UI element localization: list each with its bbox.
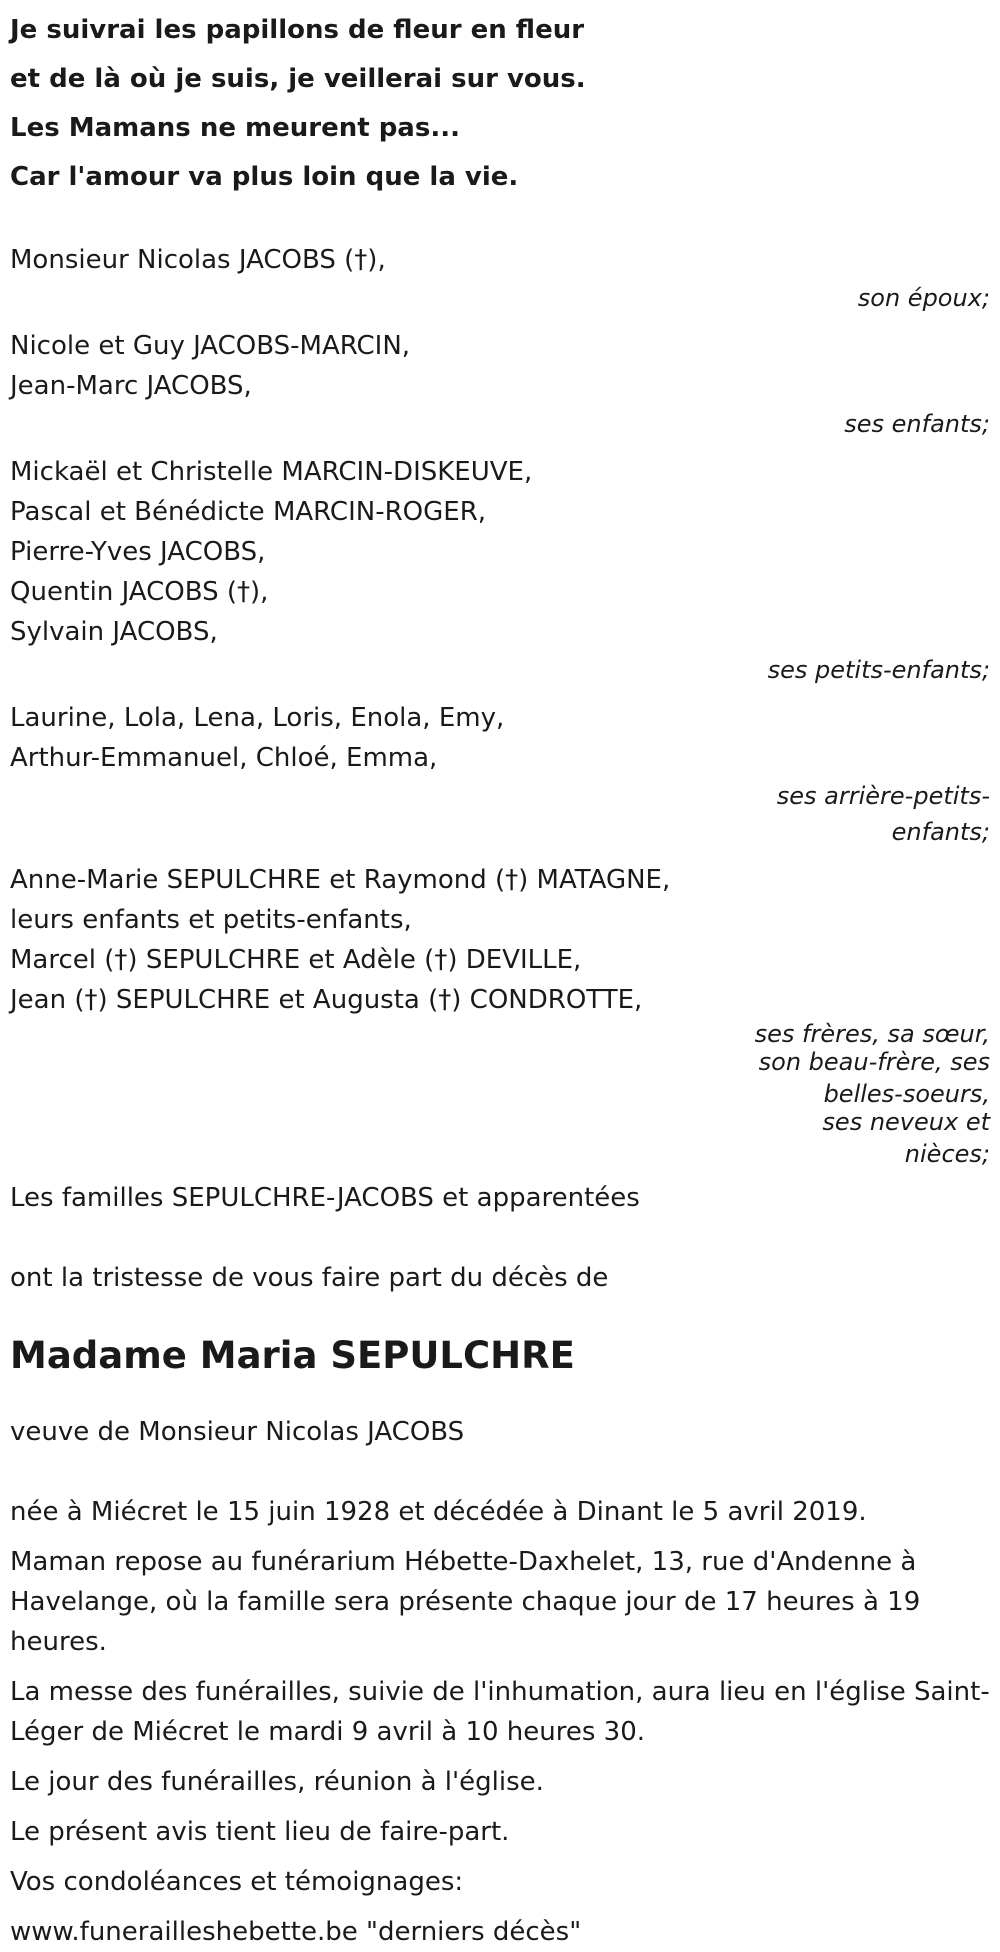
- poem-line: Les Mamans ne meurent pas...: [10, 113, 460, 143]
- relation-line: ses frères, sa sœur,: [754, 1020, 990, 1048]
- family-name-line: Mickaël et Christelle MARCIN-DISKEUVE,: [10, 457, 533, 487]
- funerarium-paragraph: Maman repose au funérarium Hébette-Daxhelet, 13, rue d'Andenne à Havelange, où la famille sera présente chaque jour de 17 heures à 19 heures.: [10, 1547, 921, 1657]
- relation-label: [730, 778, 990, 850]
- family-name-line: Quentin JACOBS (†),: [10, 577, 269, 607]
- mass-paragraph: La messe des funérailles, suivie de l'inhumation, aura lieu en l'église Saint-Léger de Miécret le mardi 9 avril à 10 heures 30.: [10, 1677, 990, 1747]
- relation-line: ses enfants;: [844, 410, 990, 438]
- family-name-line: Monsieur Nicolas JACOBS (†),: [10, 245, 386, 275]
- family-group-grandchildren: [10, 452, 990, 688]
- relation-line: son époux;: [857, 284, 990, 312]
- family-group-great-grandchildren: [10, 698, 990, 850]
- family-name-line: Laurine, Lola, Lena, Loris, Enola, Emy,: [10, 703, 505, 733]
- family-group-children: [10, 326, 990, 442]
- poem: [10, 0, 990, 202]
- relation-line: son beau-frère, ses: [758, 1048, 990, 1076]
- family-name-line: leurs enfants et petits-enfants,: [10, 905, 412, 935]
- family-name-line: Anne-Marie SEPULCHRE et Raymond (†) MATAGNE,: [10, 865, 671, 895]
- family-name-line: Jean-Marc JACOBS,: [10, 371, 252, 401]
- poem-line: et de là où je suis, je veillerai sur vous.: [10, 64, 586, 94]
- family-name-line: Pierre-Yves JACOBS,: [10, 537, 266, 567]
- families-line: Les familles SEPULCHRE-JACOBS et apparentées: [10, 1183, 640, 1213]
- deceased-name: Madame Maria SEPULCHRE: [10, 1334, 575, 1377]
- relation-line: nièces;: [904, 1140, 990, 1168]
- relation-line: belles-soeurs,: [823, 1080, 990, 1108]
- announcement-line: ont la tristesse de vous faire part du décès de: [10, 1263, 609, 1293]
- website-link[interactable]: www.funerailleshebette.be "derniers décès": [10, 1917, 582, 1947]
- family-group-siblings: [10, 860, 990, 1168]
- relation-line: ses petits-enfants;: [767, 656, 990, 684]
- relation-label: [730, 1020, 990, 1168]
- family-name-line: Pascal et Bénédicte MARCIN-ROGER,: [10, 497, 487, 527]
- relation-label: [730, 406, 990, 442]
- family-group-spouse: [10, 240, 990, 316]
- birth-death-line: née à Miécret le 15 juin 1928 et décédée à Dinant le 5 avril 2019.: [10, 1497, 867, 1527]
- condolences-line: Vos condoléances et témoignages:: [10, 1867, 464, 1897]
- relation-label: [730, 652, 990, 688]
- notice-line: Le présent avis tient lieu de faire-part.: [10, 1817, 510, 1847]
- relation-line: ses neveux et: [822, 1108, 990, 1136]
- reunion-line: Le jour des funérailles, réunion à l'église.: [10, 1767, 544, 1797]
- poem-line: Je suivrai les papillons de fleur en fleur: [10, 15, 585, 45]
- poem-line: Car l'amour va plus loin que la vie.: [10, 162, 519, 192]
- relation-label: [730, 280, 990, 316]
- relation-line: enfants;: [891, 818, 990, 846]
- relation-line: ses arrière-petits-: [776, 782, 990, 810]
- family-name-line: Nicole et Guy JACOBS-MARCIN,: [10, 331, 411, 361]
- family-name-line: Marcel (†) SEPULCHRE et Adèle (†) DEVILLE,: [10, 945, 582, 975]
- widow-line: veuve de Monsieur Nicolas JACOBS: [10, 1417, 465, 1447]
- family-name-line: Jean (†) SEPULCHRE et Augusta (†) CONDROTTE,: [10, 985, 643, 1015]
- family-name-line: Arthur-Emmanuel, Chloé, Emma,: [10, 743, 438, 773]
- family-name-line: Sylvain JACOBS,: [10, 617, 218, 647]
